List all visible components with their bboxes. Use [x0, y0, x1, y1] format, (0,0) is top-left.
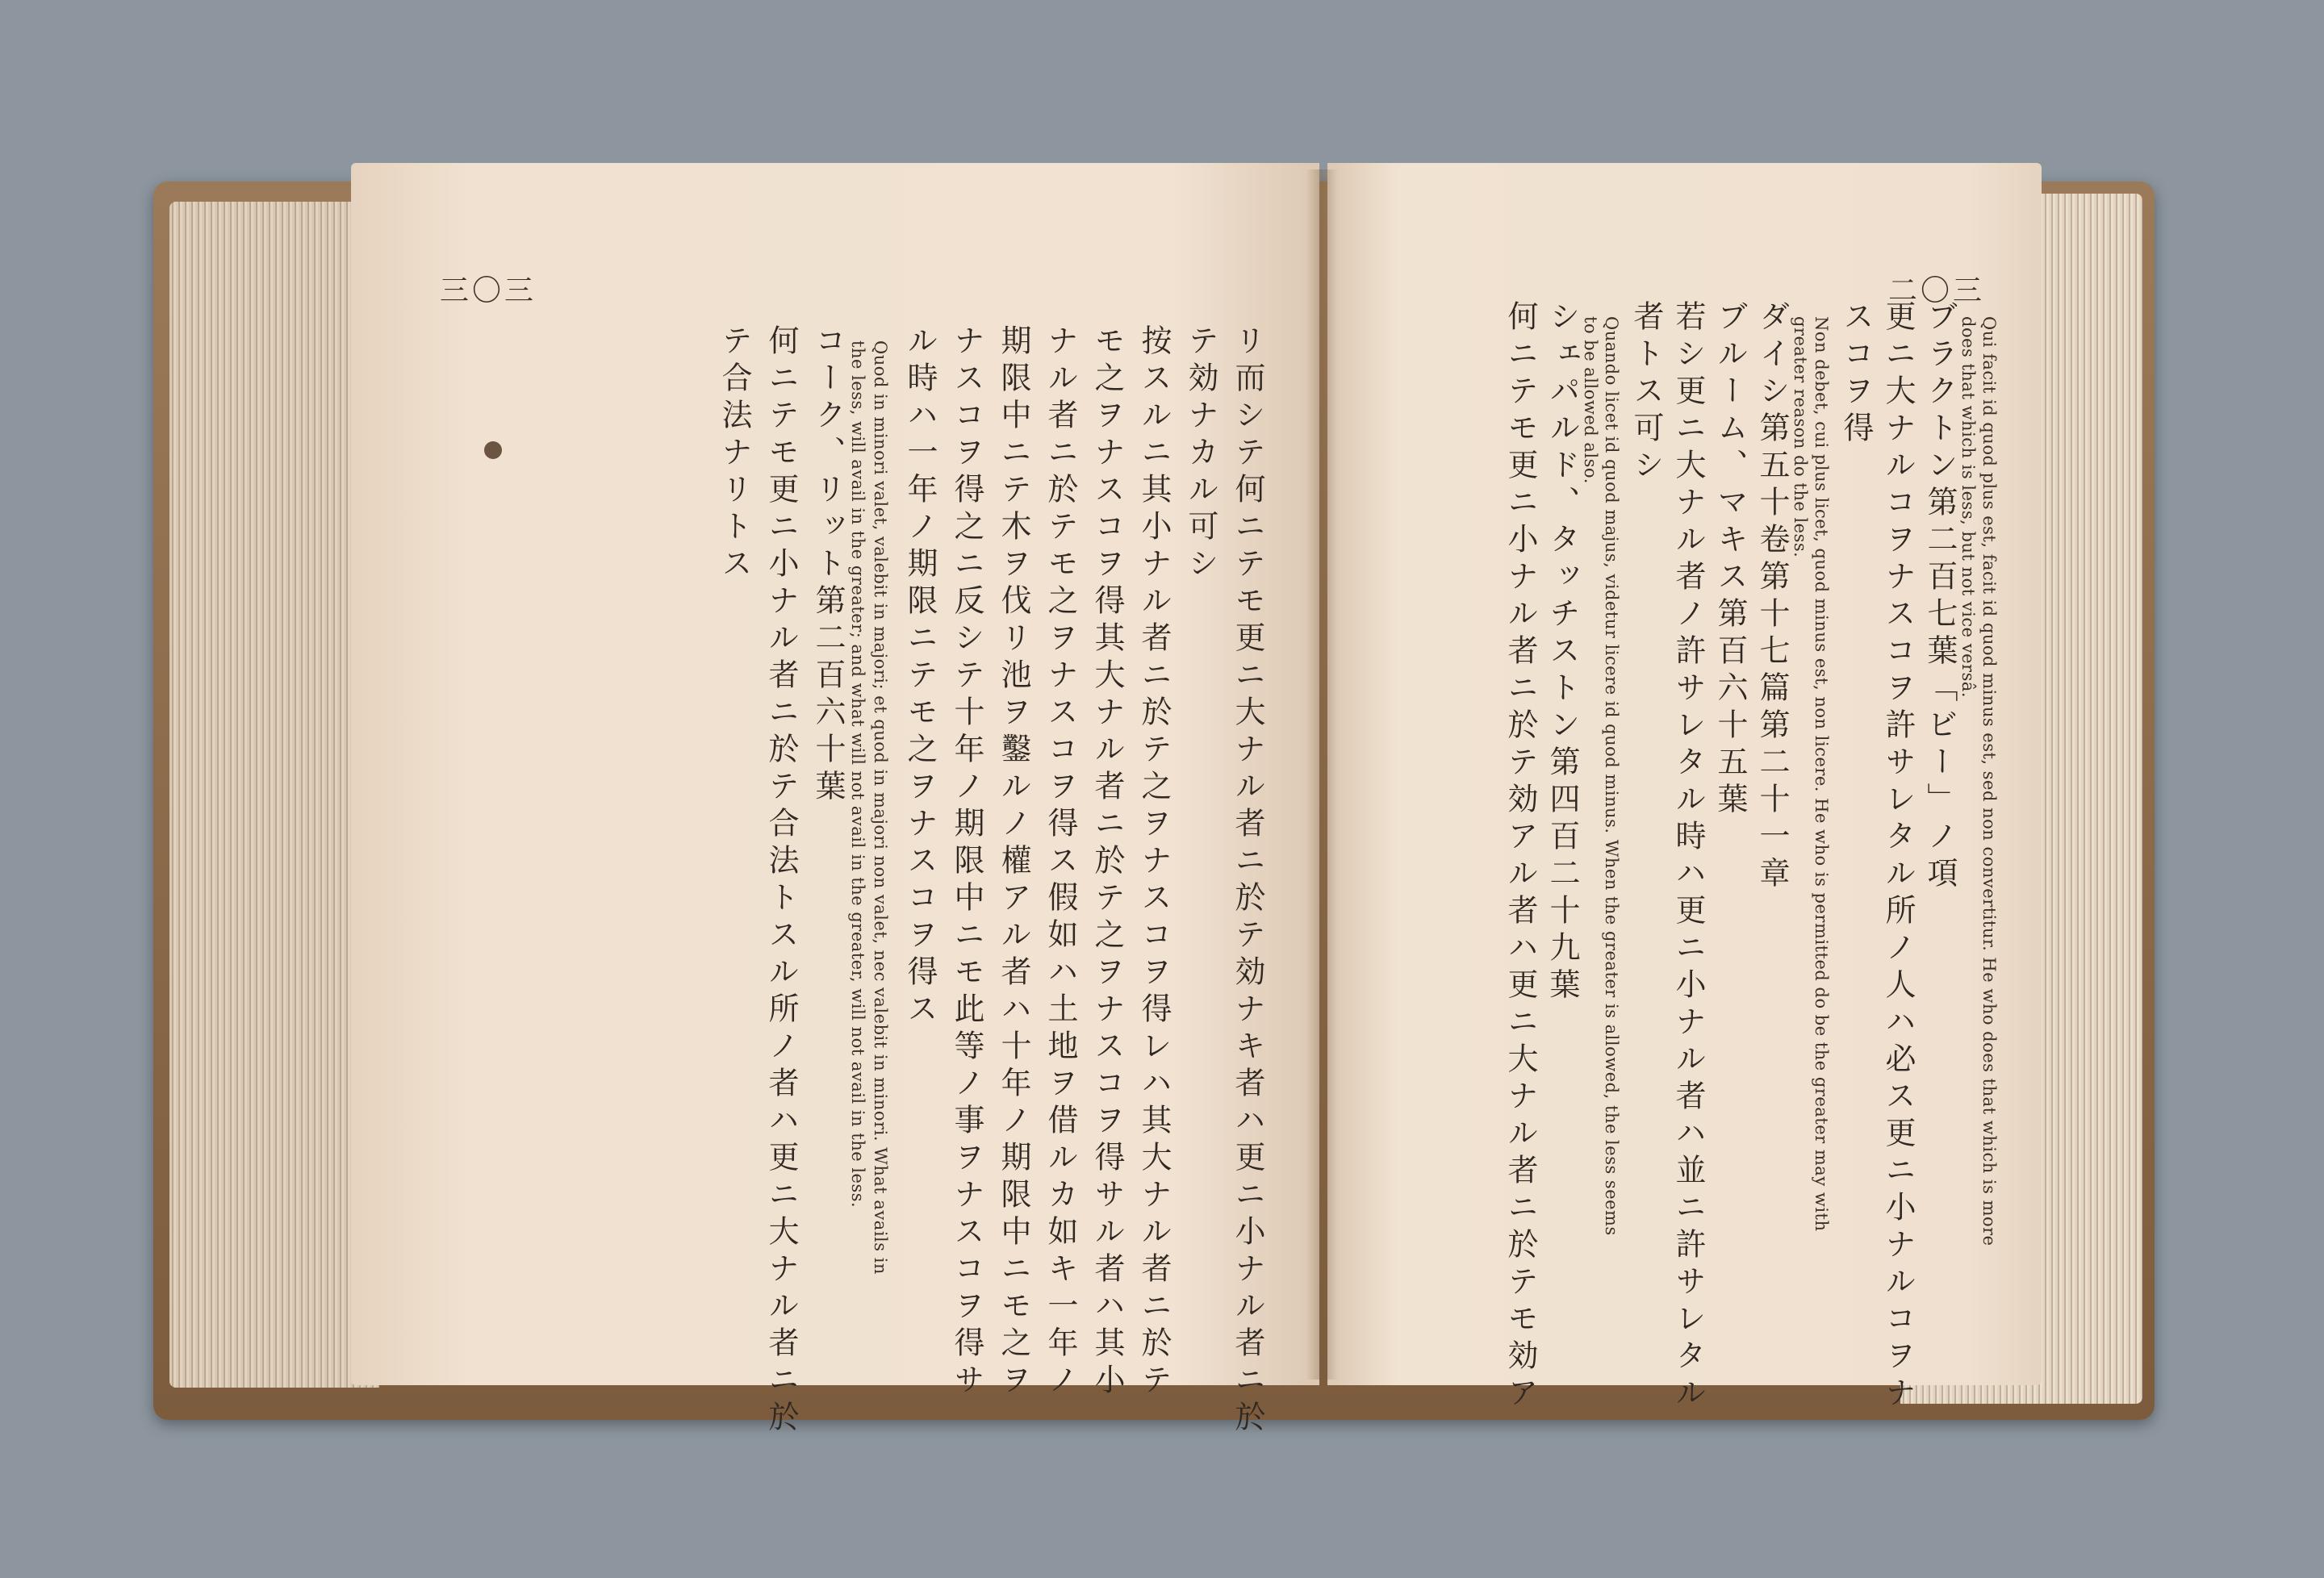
right-page-column: Quando licet id quod majus, videtur licere id quod minus. When the greater is allowed, the less seems — [1602, 316, 1621, 1236]
right-page-column: to be allowed also. — [1581, 316, 1600, 484]
right-page-column: シェパルド、タッチストン第四百二十九葉 — [1544, 300, 1580, 1005]
left-page-number: 三〇三 — [440, 274, 537, 307]
left-page — [351, 163, 1319, 1438]
right-page-column: 更ニ大ナルコヲナスコヲ許サレタル所ノ人ハ必ス更ニ小ナルコヲナ — [1880, 300, 1916, 1413]
left-page-column: テ効ナカル可シ — [1183, 324, 1218, 584]
left-page-column: 何ニテモ更ニ小ナル者ニ於テ合法トスル所ノ者ハ更ニ大ナル者ニ於 — [763, 324, 799, 1438]
right-page-column: Non debet, cui plus licet, quod minus est, non licere. He who is permitted do be the greater may with — [1812, 316, 1831, 1232]
right-page-text — [1327, 163, 2042, 1413]
right-page — [1327, 163, 2042, 1413]
left-page-column: モ之ヲナスコヲ得其大ナル者ニ於テ之ヲナスコヲ得サル者ハ其小 — [1089, 324, 1125, 1401]
right-page-column: 若シ更ニ大ナル者ノ許サレタル時ハ更ニ小ナル者ハ並ニ許サレタル — [1670, 300, 1706, 1413]
right-page-column: greater reason do the less. — [1791, 316, 1810, 558]
right-page-column: Qui facit id quod plus est, facit id quod minus est, sed non convertitur. He who does that which is more — [1979, 316, 1999, 1246]
left-page-column: ナル者ニ於テモ之ヲナスコヲ得ス假如ハ土地ヲ借ルカ如キ一年ノ — [1043, 324, 1078, 1401]
open-book — [145, 153, 2163, 1438]
left-page-column: テ合法ナリトス — [717, 324, 752, 584]
book-gutter — [1306, 169, 1338, 1380]
right-page-column: 者トス可シ — [1628, 300, 1664, 486]
left-page-column: ル時ハ一年ノ期限ニテモ之ヲナスコヲ得ス — [902, 324, 938, 1029]
left-page-column: 按スルニ其小ナル者ニ於テ之ヲナスコヲ得レハ其大ナル者ニ於テ — [1136, 324, 1172, 1401]
left-page-column: Quod in minori valet, valebit in majori; et quod in majori non valet, nec valebit in minori. What avails in — [871, 340, 890, 1275]
right-page-column: 何ニテモ更ニ小ナル者ニ於テ効アル者ハ更ニ大ナル者ニ於テモ効ア — [1503, 300, 1538, 1413]
left-page-column: リ而シテ何ニテモ更ニ大ナル者ニ於テ効ナキ者ハ更ニ小ナル者ニ於 — [1230, 324, 1265, 1438]
right-page-column: ブルーム、マキス第百六十五葉 — [1712, 300, 1748, 820]
left-page-column: the less, will avail in the greater; and what will not avail in the greater, will not avail in the less. — [848, 340, 867, 1209]
right-page-number: 二〇三 — [1887, 274, 1985, 307]
left-page-column: ナスコヲ得之ニ反シテ十年ノ期限中ニモ此等ノ事ヲナスコヲ得サ — [949, 324, 984, 1401]
left-page-column: 期限中ニテ木ヲ伐リ池ヲ鑿ルノ權アル者ハ十年ノ期限中ニモ之ヲ — [996, 324, 1031, 1401]
left-page-edges — [169, 202, 379, 1388]
right-page-column: does that which is less, but not vice versâ. — [1958, 316, 1978, 699]
right-page-column: ブラクトン第二百七葉「ビー」ノ項 — [1922, 300, 1958, 894]
left-page-column: コーク、リット第二百六十葉 — [810, 324, 846, 807]
right-page-column: スコヲ得 — [1838, 300, 1874, 449]
left-page-text — [351, 163, 1319, 1438]
right-page-column: ダイシ第五十卷第十七篇第二十一章 — [1754, 300, 1790, 894]
